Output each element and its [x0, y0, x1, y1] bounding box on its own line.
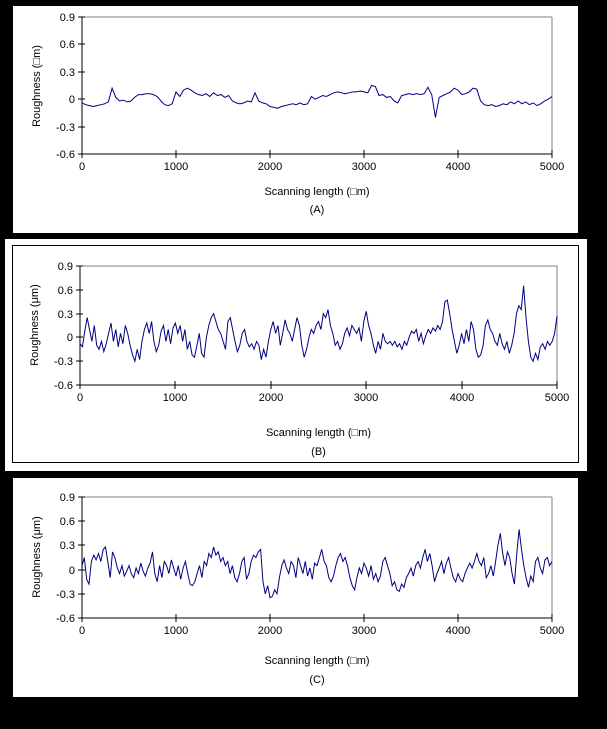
- chart-c-sublabel: (C): [309, 674, 325, 686]
- chart-a-xlabel: Scanning length (□m): [264, 186, 370, 198]
- x-tick-label: 0: [78, 161, 86, 173]
- x-tick-label: 0: [76, 392, 84, 404]
- y-tick-label: 0: [68, 565, 75, 577]
- y-tick-label: 0.3: [59, 540, 75, 552]
- y-tick-label: 0.3: [59, 67, 75, 79]
- y-tick-label: -0.6: [56, 613, 75, 625]
- chart-a-plot: [13, 6, 578, 233]
- chart-b-xlabel: Scanning length (□m): [265, 427, 372, 439]
- roughness-series-line: [82, 529, 552, 598]
- y-tick-label: -0.3: [56, 122, 75, 134]
- x-tick-label: 0: [78, 625, 86, 637]
- x-tick-label: 5000: [539, 161, 565, 173]
- x-tick-label: 3000: [351, 625, 377, 637]
- chart-panel-c: [13, 478, 578, 697]
- y-tick-label: 0.9: [57, 261, 73, 273]
- x-tick-label: 2000: [258, 392, 284, 404]
- x-tick-label: 1000: [163, 625, 189, 637]
- roughness-series-line: [80, 286, 557, 361]
- x-tick-label: 4000: [445, 161, 471, 173]
- y-tick-label: 0.9: [59, 12, 75, 24]
- y-tick-label: -0.3: [56, 589, 75, 601]
- y-tick-label: -0.3: [54, 356, 73, 368]
- y-tick-label: 0: [68, 94, 75, 106]
- chart-panel-b: [5, 239, 587, 471]
- chart-panel-a: [13, 6, 578, 233]
- y-tick-label: 0.6: [59, 516, 75, 528]
- x-tick-label: 4000: [449, 392, 475, 404]
- y-tick-label: 0.9: [59, 492, 75, 504]
- y-tick-label: -0.6: [56, 149, 75, 161]
- chart-c-ylabel: Roughness (μm): [31, 516, 43, 598]
- x-tick-label: 3000: [353, 392, 379, 404]
- x-tick-label: 4000: [445, 625, 471, 637]
- y-tick-label: 0.6: [59, 39, 75, 51]
- chart-b-ylabel: Roughness (μm): [29, 284, 41, 366]
- x-tick-label: 3000: [351, 161, 377, 173]
- y-tick-label: 0.3: [57, 309, 73, 321]
- x-tick-label: 5000: [539, 625, 565, 637]
- x-tick-label: 2000: [257, 161, 283, 173]
- y-tick-label: 0: [66, 332, 73, 344]
- chart-a-sublabel: (A): [309, 204, 325, 216]
- x-tick-label: 2000: [257, 625, 283, 637]
- y-tick-label: 0.6: [57, 285, 73, 297]
- x-tick-label: 1000: [163, 161, 189, 173]
- chart-c-xlabel: Scanning length (□m): [264, 655, 370, 667]
- roughness-series-line: [82, 86, 552, 118]
- chart-a-ylabel: Roughness (□m): [31, 45, 43, 127]
- x-tick-label: 5000: [544, 392, 570, 404]
- x-tick-label: 1000: [162, 392, 188, 404]
- y-tick-label: -0.6: [54, 380, 73, 392]
- chart-b-sublabel: (B): [311, 446, 326, 458]
